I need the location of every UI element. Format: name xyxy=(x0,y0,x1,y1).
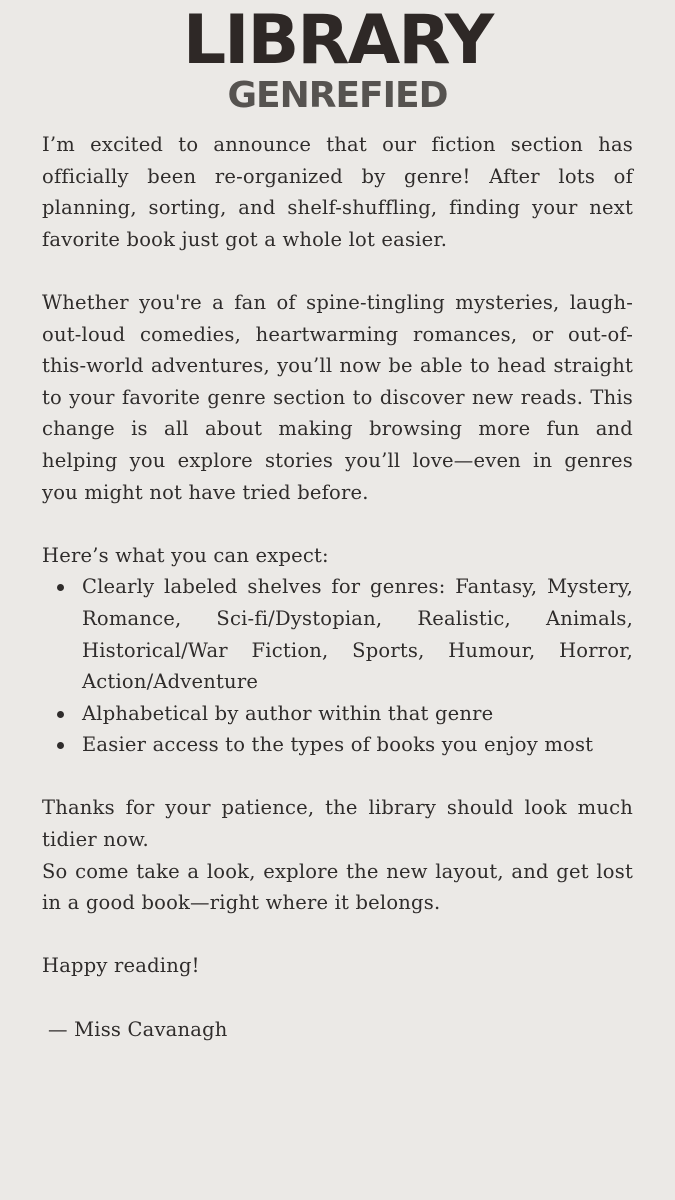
list-item: Easier access to the types of books you enjoy most xyxy=(82,729,633,761)
announcement-body xyxy=(42,129,633,1045)
signature: — Miss Cavanagh xyxy=(48,1017,228,1041)
closing-line: Happy reading! xyxy=(42,954,200,978)
list-intro: Here’s what you can expect: xyxy=(42,543,329,567)
genres-paragraph: Whether you're a fan of spine-tingling mysteries, laugh-out-loud comedies, heartwarming romances, or out-of-this-world adventures, you’ll now be able to head straight to your favorite genre section to discover new reads. This change is all about making browsing more fun and helping you explore stories you’ll love—even in genres you might not have tried before. xyxy=(42,290,633,504)
intro-paragraph: I’m excited to announce that our fiction section has officially been re-organized by genre! After lots of planning, sorting, and shelf-shuffling, finding your next favorite book just got a whole lot easier. xyxy=(42,133,633,251)
list-item: Clearly labeled shelves for genres: Fantasy, Mystery, Romance, Sci-fi/Dystopian, Realistic, Animals, Historical/War Fiction, Sports, Humour, Horror, Action/Adventure xyxy=(82,571,633,697)
page-subtitle: GENREFIED xyxy=(227,75,448,116)
list-item: Alphabetical by author within that genre xyxy=(82,698,633,730)
invite-line: So come take a look, explore the new layout, and get lost in a good book—right where it belongs. xyxy=(42,859,633,915)
expectations-list xyxy=(42,571,633,761)
page-title: LIBRARY xyxy=(182,1,493,80)
thanks-line: Thanks for your patience, the library should look much tidier now. xyxy=(42,796,633,852)
